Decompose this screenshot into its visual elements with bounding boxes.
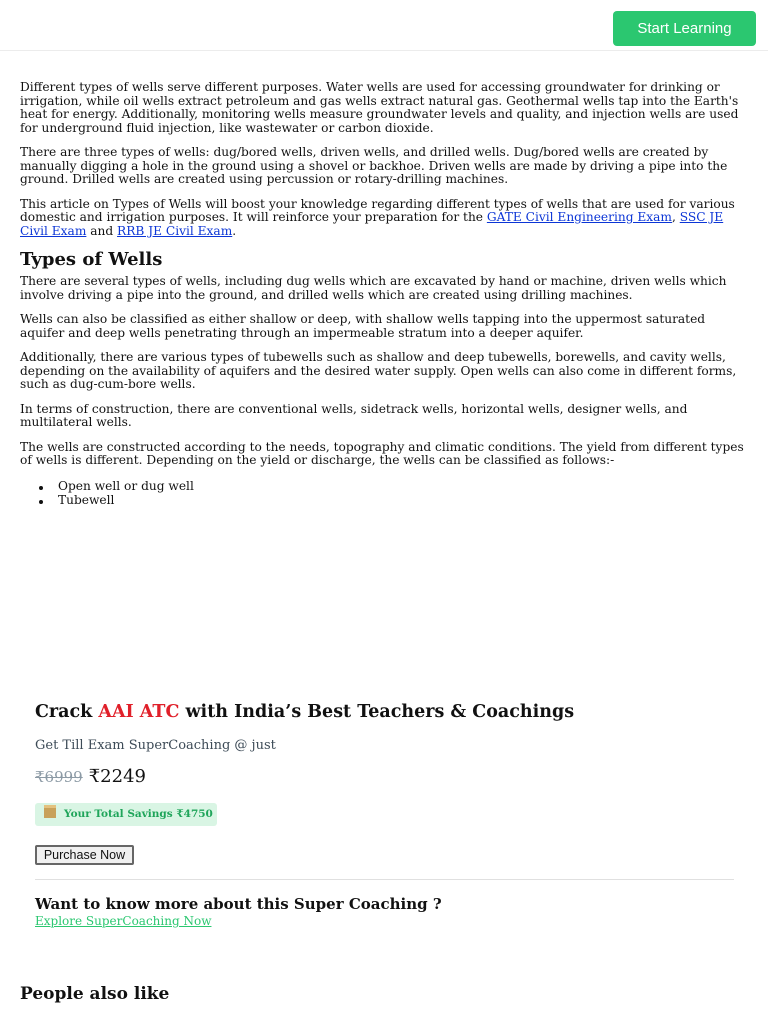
discounted-price: ₹2249 bbox=[88, 766, 146, 787]
comma-separator: , bbox=[671, 210, 680, 224]
boost-paragraph bbox=[20, 198, 750, 239]
promo-exam-name: AAI ATC bbox=[98, 702, 180, 722]
purchase-now-button[interactable]: Purchase Now bbox=[35, 845, 134, 865]
promo-title-prefix: Crack bbox=[35, 702, 99, 722]
bullet-icon bbox=[39, 500, 43, 504]
gift-icon bbox=[44, 805, 56, 818]
promo-subtitle: Get Till Exam SuperCoaching @ just bbox=[35, 738, 276, 753]
intro-paragraph: Different types of wells serve different purposes. Water wells are used for accessing groundwater for drinking or irrigation, while oil wells extract petroleum and gas wells extract natural gas. Geothermal wells tap into the Earth's heat for energy. Additionally, monitoring wells measure groundwater levels and quality, and injection wells are used for underground fluid injection, like wastewater or carbon dioxide. bbox=[20, 80, 739, 135]
section-paragraph: Additionally, there are various types of tubewells such as shallow and deep tubewells, borewells, and cavity wells, depending on the availability of aquifers and the desired water supply. Open wells can also come in different forms, such as dug-cum-bore wells. bbox=[20, 350, 737, 391]
intro-paragraph: There are three types of wells: dug/bored wells, driven wells, and drilled wells. Dug/bored wells are created by manually digging a hole in the ground using a shovel or backhoe. Driven wells are made by driving a pipe into the ground. Drilled wells are created using percussion or rotary-drilling machines. bbox=[20, 145, 728, 186]
divider bbox=[35, 879, 734, 880]
well-types-list bbox=[20, 479, 750, 507]
rrb-je-civil-link[interactable]: RRB JE Civil Exam bbox=[117, 223, 233, 238]
savings-text: Your Total Savings ₹4750 bbox=[64, 808, 213, 820]
section-heading: Types of Wells bbox=[20, 249, 163, 270]
promo-title bbox=[35, 700, 735, 724]
people-also-like-heading: People also like bbox=[20, 984, 170, 1004]
gate-civil-link[interactable]: GATE Civil Engineering Exam bbox=[486, 210, 672, 224]
list-item-label: Tubewell bbox=[58, 492, 115, 507]
more-info-heading: Want to know more about this Super Coaching ? bbox=[35, 895, 442, 913]
section-paragraph: The wells are constructed according to the needs, topography and climatic conditions. The yield from different types of wells is different. Depending on the yield or discharge, the wells can be classified as follows:- bbox=[20, 439, 744, 467]
ssc-je-civil-link[interactable]: SSC JE Civil Exam bbox=[20, 210, 724, 238]
original-price: ₹6999 bbox=[35, 768, 83, 786]
promo-title-suffix: with India’s Best Teachers & Coachings bbox=[179, 702, 575, 722]
boost-text: This article on Types of Wells will boost your knowledge regarding different types of wells that are used for various domestic and irrigation purposes. It will reinforce your preparation for the bbox=[20, 196, 735, 224]
section-paragraph: Wells can also be classified as either shallow or deep, with shallow wells tapping into the uppermost saturated aquifer and deep wells penetrating through an impermeable stratum into a deeper aquifer. bbox=[20, 312, 706, 340]
bullet-icon bbox=[39, 486, 43, 490]
top-bar bbox=[0, 0, 768, 51]
period: . bbox=[232, 223, 237, 238]
list-item bbox=[58, 493, 750, 507]
start-learning-button[interactable]: Start Learning bbox=[613, 11, 756, 46]
and-separator: and bbox=[86, 223, 118, 238]
list-item-label: Open well or dug well bbox=[58, 478, 194, 493]
list-item bbox=[58, 479, 750, 493]
supercoaching-card bbox=[35, 700, 735, 928]
explore-supercoaching-link[interactable]: Explore SuperCoaching Now bbox=[35, 914, 212, 928]
section-paragraph: There are several types of wells, including dug wells which are excavated by hand or machine, driven wells which involve driving a pipe into the ground, and drilled wells which are created using drilling machines. bbox=[20, 274, 727, 302]
article-body bbox=[20, 81, 750, 507]
price-row bbox=[35, 766, 146, 787]
savings-badge bbox=[35, 803, 217, 826]
section-paragraph: In terms of construction, there are conventional wells, sidetrack wells, horizontal wells, designer wells, and multilateral wells. bbox=[20, 401, 688, 429]
